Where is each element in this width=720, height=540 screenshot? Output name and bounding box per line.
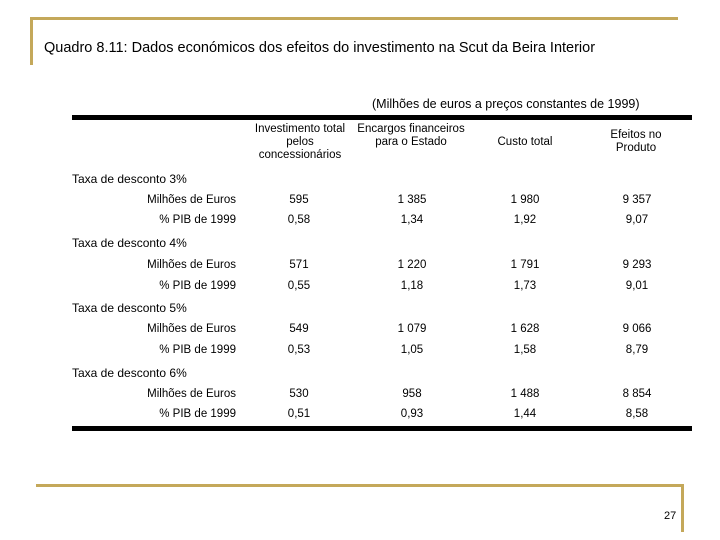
cell: 1 980 (510, 194, 540, 206)
row-label-pib: % PIB de 1999 (159, 280, 236, 292)
cell: 549 (289, 323, 309, 335)
cell: 0,58 (287, 214, 311, 226)
cell: 1,05 (400, 344, 424, 356)
cell: 9 066 (622, 323, 652, 335)
slide-title: Quadro 8.11: Dados económicos dos efeitos do investimento na Scut da Beira Interior (44, 40, 596, 56)
cell: 8 854 (622, 388, 652, 400)
group-label: Taxa de desconto 5% (72, 301, 187, 315)
cell: 0,53 (287, 344, 311, 356)
cell: 1 488 (510, 388, 540, 400)
right-gold-line (681, 484, 684, 532)
bottom-gold-line (36, 484, 684, 487)
cell: 1,92 (513, 214, 537, 226)
col-header-custo-total: Custo total (497, 136, 553, 148)
cell: 9 357 (622, 194, 652, 206)
row-label-euros: Milhões de Euros (147, 323, 236, 335)
cell: 9 293 (622, 259, 652, 271)
cell: 1 220 (397, 259, 427, 271)
cell: 0,55 (287, 280, 311, 292)
group-label: Taxa de desconto 6% (72, 366, 187, 380)
table-top-rule (72, 115, 692, 120)
page-number: 27 (664, 510, 677, 522)
row-label-euros: Milhões de Euros (147, 259, 236, 271)
cell: 1,34 (400, 214, 424, 226)
cell: 1,73 (513, 280, 537, 292)
cell: 9,01 (625, 280, 649, 292)
group-label: Taxa de desconto 4% (72, 236, 187, 250)
units-caption: (Milhões de euros a preços constantes de 1999) (372, 97, 640, 111)
cell: 1 628 (510, 323, 540, 335)
table-bottom-rule (72, 426, 692, 431)
cell: 595 (289, 194, 309, 206)
top-gold-line (30, 17, 678, 20)
cell: 1 385 (397, 194, 427, 206)
cell: 571 (289, 259, 309, 271)
cell: 1 791 (510, 259, 540, 271)
row-label-pib: % PIB de 1999 (159, 344, 236, 356)
cell: 1,44 (513, 408, 537, 420)
cell: 8,58 (625, 408, 649, 420)
row-label-euros: Milhões de Euros (147, 388, 236, 400)
cell: 958 (402, 388, 422, 400)
row-label-pib: % PIB de 1999 (159, 408, 236, 420)
cell: 8,79 (625, 344, 649, 356)
col-header-encargos: Encargos financeiros para o Estado (357, 123, 465, 148)
cell: 9,07 (625, 214, 649, 226)
col-header-efeitos: Efeitos no Produto (610, 129, 662, 154)
cell: 0,93 (400, 408, 424, 420)
row-label-euros: Milhões de Euros (147, 194, 236, 206)
cell: 530 (289, 388, 309, 400)
cell: 1 079 (397, 323, 427, 335)
cell: 1,18 (400, 280, 424, 292)
col-header-investimento: Investimento total pelos concessionários (254, 123, 346, 161)
cell: 1,58 (513, 344, 537, 356)
left-gold-line (30, 17, 33, 65)
group-label: Taxa de desconto 3% (72, 172, 187, 186)
cell: 0,51 (287, 408, 311, 420)
row-label-pib: % PIB de 1999 (159, 214, 236, 226)
